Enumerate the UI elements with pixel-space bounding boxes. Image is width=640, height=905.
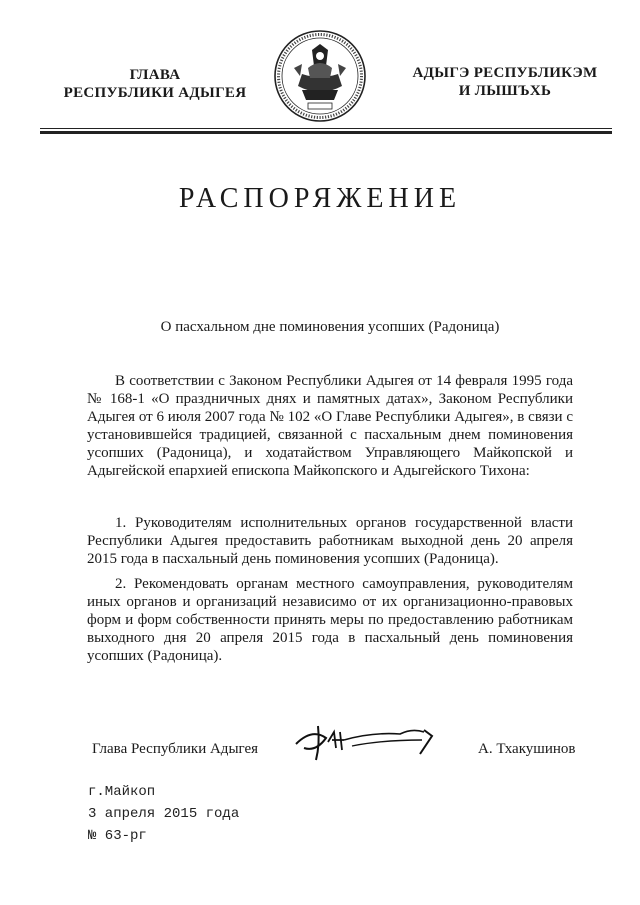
- header-rule-thin: [40, 128, 612, 129]
- header-rule-thick: [40, 131, 612, 134]
- handwritten-signature-icon: [282, 718, 452, 762]
- document-subject: О пасхальном дне поминовения усопших (Радоница): [160, 319, 500, 335]
- issuer-ru-line1: ГЛАВА: [129, 67, 181, 83]
- body-paragraph-item-2: 2. Рекомендовать органам местного самоуправления, руководителям иных органов и организаций независимо от их организационно-правовых форм и форм собственности принять меры по предоставлению работникам выходного дня 20 апреля 2015 года в пасхальный день поминовения усопших (Радоница).: [87, 576, 573, 664]
- issue-city: г.Майкоп: [88, 784, 156, 800]
- document-number: № 63-рг: [88, 828, 147, 844]
- signatory-name: А. Тхакушинов: [478, 741, 576, 757]
- issuer-ru-line2: РЕСПУБЛИКИ АДЫГЕЯ: [63, 85, 247, 101]
- issuer-ru: [40, 66, 270, 102]
- issue-date: 3 апреля 2015 года: [88, 806, 240, 822]
- document-title: РАСПОРЯЖЕНИЕ: [178, 183, 462, 214]
- coat-of-arms-adygea-icon: [272, 28, 368, 124]
- issuer-ady-line1: АДЫГЭ РЕСПУБЛИКЭМ: [412, 65, 598, 81]
- body-paragraph-preamble: В соответствии с Законом Республики Адыгея от 14 февраля 1995 года № 168-1 «О праздничных днях и памятных датах», Законом Республики Адыгея от 6 июля 2007 года № 102 «О Главе Республики Адыгея», в связи с установившейся традицией, связанной с пасхальным днем поминовения усопших (Радоница), и ходатайством Управляющего Майкопской и Адыгейской епархией епископа Майкопского и Адыгейского Тихона:: [87, 373, 573, 479]
- body-paragraph-item-1: 1. Руководителям исполнительных органов государственной власти Республики Адыгея предоставить работникам выходной день 20 апреля 2015 года в пасхальный день поминовения усопших (Радоница).: [87, 515, 573, 567]
- issuer-ady-line2: И ЛЫШЪХЬ: [458, 83, 552, 99]
- issuer-ady: [380, 64, 630, 100]
- signatory-role: Глава Республики Адыгея: [92, 741, 259, 757]
